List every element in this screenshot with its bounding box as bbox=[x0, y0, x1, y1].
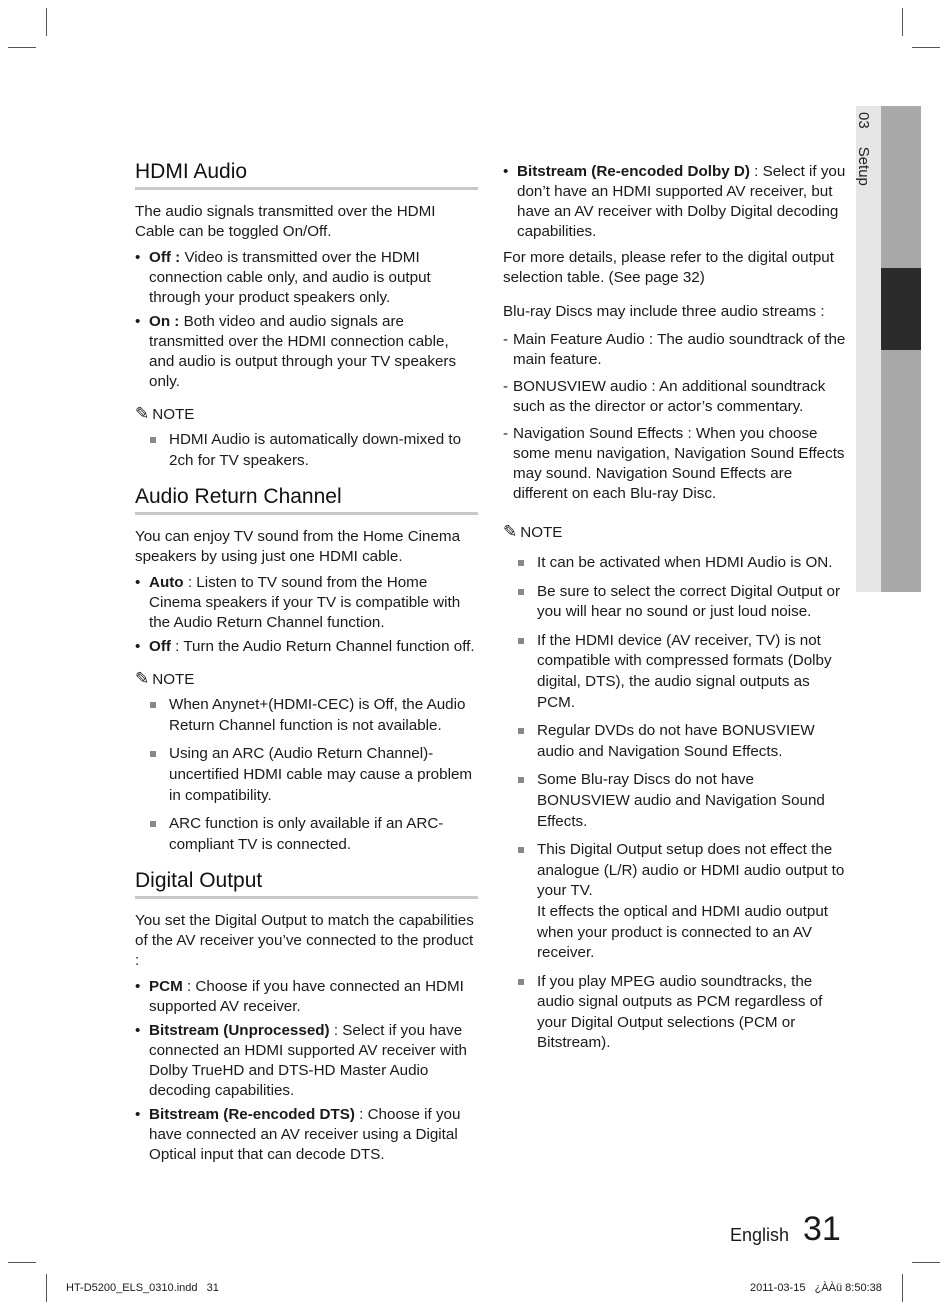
stream-item: - Main Feature Audio : The audio soundtrack of the main feature. bbox=[503, 330, 848, 370]
section-intro: You set the Digital Output to match the capabilities of the AV receiver you’ve connected to the product : bbox=[135, 912, 474, 970]
stream-item: - BONUSVIEW audio : An additional soundtrack such as the director or actor’s commentary. bbox=[503, 377, 848, 417]
note-item: HDMI Audio is automatically down-mixed to 2ch for TV speakers. bbox=[135, 430, 478, 471]
option-item: • On : Both video and audio signals are transmitted over the HDMI connection cable, and audio is output through your TV speakers only. bbox=[135, 312, 478, 392]
crop-mark bbox=[902, 8, 903, 36]
section-title: HDMI Audio bbox=[135, 160, 478, 190]
right-column bbox=[503, 162, 848, 1062]
option-item: • Auto : Listen to TV sound from the Home Cinema speakers if your TV is compatible with the Audio Return Channel function. bbox=[135, 573, 478, 633]
option-item: • Bitstream (Re-encoded DTS) : Choose if you have connected an AV receiver using a Digital Optical input that can decode DTS. bbox=[135, 1105, 478, 1165]
crop-mark bbox=[912, 47, 940, 48]
note-item: Be sure to select the correct Digital Output or you will hear no sound or just loud noise. bbox=[503, 582, 848, 623]
details-reference: For more details, please refer to the digital output selection table. (See page 32) bbox=[503, 249, 834, 286]
stream-item: - Navigation Sound Effects : When you choose some menu navigation, Navigation Sound Effects may sound. Navigation Sound Effects are different on each Blu-ray Disc. bbox=[503, 424, 848, 504]
note-item: Regular DVDs do not have BONUSVIEW audio and Navigation Sound Effects. bbox=[503, 721, 848, 762]
note-heading: ✎ NOTE bbox=[503, 522, 563, 541]
section-title: Audio Return Channel bbox=[135, 485, 478, 515]
pencil-icon: ✎ bbox=[135, 404, 150, 423]
note-item bbox=[503, 840, 848, 964]
section-intro: The audio signals transmitted over the HDMI Cable can be toggled On/Off. bbox=[135, 203, 436, 240]
option-item: • Bitstream (Re-encoded Dolby D) : Select if you don’t have an HDMI supported AV receiver, but have an AV receiver with Dolby Digital decoding capabilities. bbox=[503, 162, 848, 242]
note-heading: ✎ NOTE bbox=[135, 669, 195, 689]
crop-mark bbox=[46, 8, 47, 36]
chapter-number: 03 bbox=[855, 112, 872, 129]
note-item: Using an ARC (Audio Return Channel)-uncertified HDMI cable may cause a problem in compatibility. bbox=[135, 744, 478, 806]
audio-return-channel-section bbox=[135, 485, 478, 855]
note-effect-line1: This Digital Output setup does not effect the analogue (L/R) audio or HDMI audio output to your TV. bbox=[537, 841, 845, 900]
note-effect-line2: It effects the optical and HDMI audio output when your product is connected to an AV receiver. bbox=[537, 902, 828, 962]
note-heading: ✎ NOTE bbox=[135, 404, 195, 423]
pencil-icon: ✎ bbox=[135, 669, 150, 689]
print-slug-date: 2011-03-15 ¿ÀÀü 8:50:38 bbox=[750, 1282, 882, 1294]
print-slug-file: HT-D5200_ELS_0310.indd 31 bbox=[66, 1282, 219, 1294]
digital-output-section bbox=[135, 869, 478, 1165]
crop-mark bbox=[46, 1274, 47, 1302]
section-title: Digital Output bbox=[135, 869, 478, 899]
crop-mark bbox=[8, 47, 36, 48]
chapter-label: Setup bbox=[855, 146, 872, 186]
crop-mark bbox=[912, 1262, 940, 1263]
pencil-icon: ✎ bbox=[503, 522, 518, 541]
option-item: • PCM : Choose if you have connected an HDMI supported AV receiver. bbox=[135, 977, 478, 1017]
left-column bbox=[135, 160, 478, 1169]
streams-intro: Blu-ray Discs may include three audio streams : bbox=[503, 303, 825, 320]
footer-language: English bbox=[730, 1225, 790, 1245]
note-item: If the HDMI device (AV receiver, TV) is not compatible with compressed formats (Dolby digital, DTS), the audio signal outputs as PCM. bbox=[503, 631, 848, 713]
note-item: It can be activated when HDMI Audio is ON. bbox=[503, 553, 848, 574]
option-item: • Off : Video is transmitted over the HDMI connection cable only, and audio is output through your product speakers only. bbox=[135, 248, 478, 308]
option-item: • Off : Turn the Audio Return Channel function off. bbox=[135, 637, 478, 657]
note-item: If you play MPEG audio soundtracks, the audio signal outputs as PCM regardless of your Digital Output selections (PCM or Bitstream). bbox=[503, 972, 848, 1054]
note-item: ARC function is only available if an ARC-compliant TV is connected. bbox=[135, 814, 478, 855]
section-intro: You can enjoy TV sound from the Home Cinema speakers by using just one HDMI cable. bbox=[135, 528, 461, 566]
crop-mark bbox=[8, 1262, 36, 1263]
note-item: Some Blu-ray Discs do not have BONUSVIEW audio and Navigation Sound Effects. bbox=[503, 770, 848, 832]
note-item: When Anynet+(HDMI-CEC) is Off, the Audio Return Channel function is not available. bbox=[135, 695, 478, 736]
chapter-tab-label bbox=[855, 112, 872, 204]
hdmi-audio-section bbox=[135, 160, 478, 471]
page-number: 31 bbox=[803, 1210, 841, 1248]
chapter-tab-marker bbox=[881, 268, 921, 350]
crop-mark bbox=[902, 1274, 903, 1302]
option-item: • Bitstream (Unprocessed) : Select if you have connected an HDMI supported AV receiver with Dolby TrueHD and DTS-HD Master Audio decoding capabilities. bbox=[135, 1021, 478, 1101]
